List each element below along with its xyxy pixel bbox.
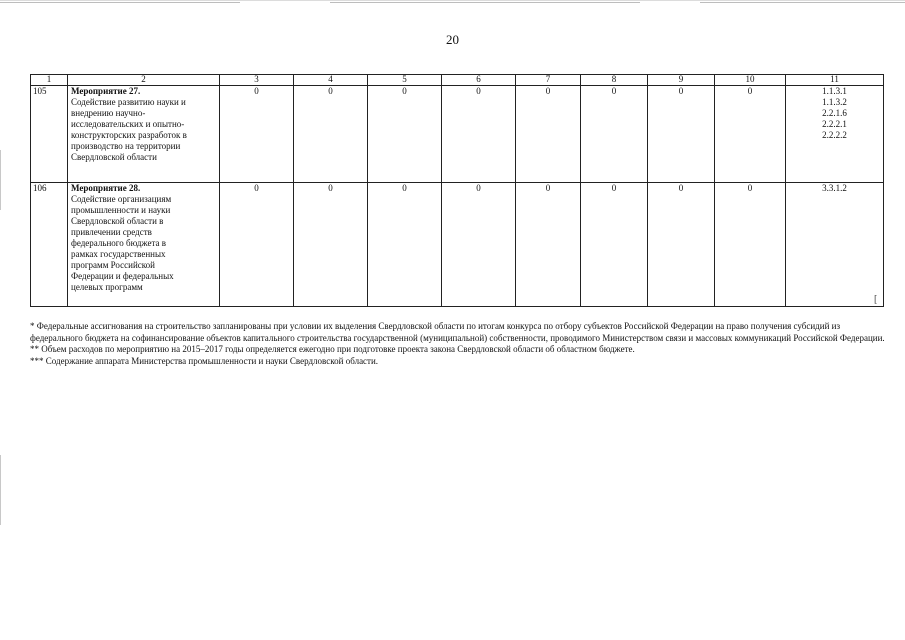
budget-table (30, 74, 884, 307)
value-cell: 0 (294, 86, 368, 183)
column-header: 1 (31, 75, 68, 86)
value-cell: 0 (715, 183, 786, 307)
target-code: 1.1.3.1 (822, 86, 847, 96)
row-number: 106 (31, 183, 68, 307)
footnote: * Федеральные ассигнования на строительство запланированы при условии их выделения Свердловской области по итогам конкурса по отбору субъектов Российской Федерации на право получения субсидий из федерального бюджета на софинансирование объектов капитального строительства государственной (муниципальной) собственности, проводимого Министерством связи и массовых коммуникаций Российской Федерации. (30, 321, 885, 343)
value-cell: 0 (368, 183, 442, 307)
event-description: Содействие организациям промышленности и науки Свердловской области в привлечении средств федерального бюджета в рамках государственных программ Российской Федерации и федеральных целевых программ (71, 194, 174, 292)
target-code: 3.3.1.2 (822, 183, 847, 193)
scan-mark: [ (874, 294, 878, 305)
target-codes-cell (786, 183, 884, 307)
column-header: 6 (442, 75, 516, 86)
value-cell: 0 (516, 86, 581, 183)
column-header: 10 (715, 75, 786, 86)
scan-edge-line (0, 0, 905, 1)
value-cell: 0 (220, 86, 294, 183)
event-description-cell (68, 86, 220, 183)
value-cell: 0 (581, 183, 648, 307)
scan-edge-line (700, 2, 905, 3)
column-header: 7 (516, 75, 581, 86)
footnote: *** Содержание аппарата Министерства промышленности и науки Свердловской области. (30, 355, 379, 366)
value-cell: 0 (648, 183, 715, 307)
scan-edge-line (330, 2, 640, 3)
target-code: 2.2.2.2 (822, 130, 847, 140)
value-cell: 0 (220, 183, 294, 307)
target-codes-cell (786, 86, 884, 183)
scan-left-edge (0, 150, 1, 210)
target-code: 2.2.2.1 (822, 119, 847, 129)
value-cell: 0 (581, 86, 648, 183)
value-cell: 0 (715, 86, 786, 183)
scan-left-edge (0, 455, 1, 525)
table-row (31, 86, 884, 183)
column-header: 8 (581, 75, 648, 86)
target-code: 2.2.1.6 (822, 108, 847, 118)
column-header: 11 (786, 75, 884, 86)
event-description: Содействие развитию науки и внедрению научно- исследовательских и опытно- конструкторских разработок в производство на территории Свердловской области (71, 97, 187, 162)
column-header: 4 (294, 75, 368, 86)
table-header-row (31, 75, 884, 86)
footnote: ** Объем расходов по мероприятию на 2015–2017 годы определяется ежегодно при подготовке проекта закона Свердловской области об областном бюджете. (30, 344, 635, 355)
value-cell: 0 (294, 183, 368, 307)
value-cell: 0 (442, 183, 516, 307)
column-header: 9 (648, 75, 715, 86)
column-header: 3 (220, 75, 294, 86)
value-cell: 0 (648, 86, 715, 183)
scan-edge-line (0, 2, 240, 3)
event-description-cell (68, 183, 220, 307)
target-code: 1.1.3.2 (822, 97, 847, 107)
value-cell: 0 (516, 183, 581, 307)
event-title: Мероприятие 27. (71, 86, 141, 96)
row-number: 105 (31, 86, 68, 183)
column-header: 5 (368, 75, 442, 86)
page-number: 20 (446, 32, 459, 47)
value-cell: 0 (442, 86, 516, 183)
event-title: Мероприятие 28. (71, 183, 141, 193)
column-header: 2 (68, 75, 220, 86)
footnotes (30, 321, 885, 367)
value-cell: 0 (368, 86, 442, 183)
table-row (31, 183, 884, 307)
